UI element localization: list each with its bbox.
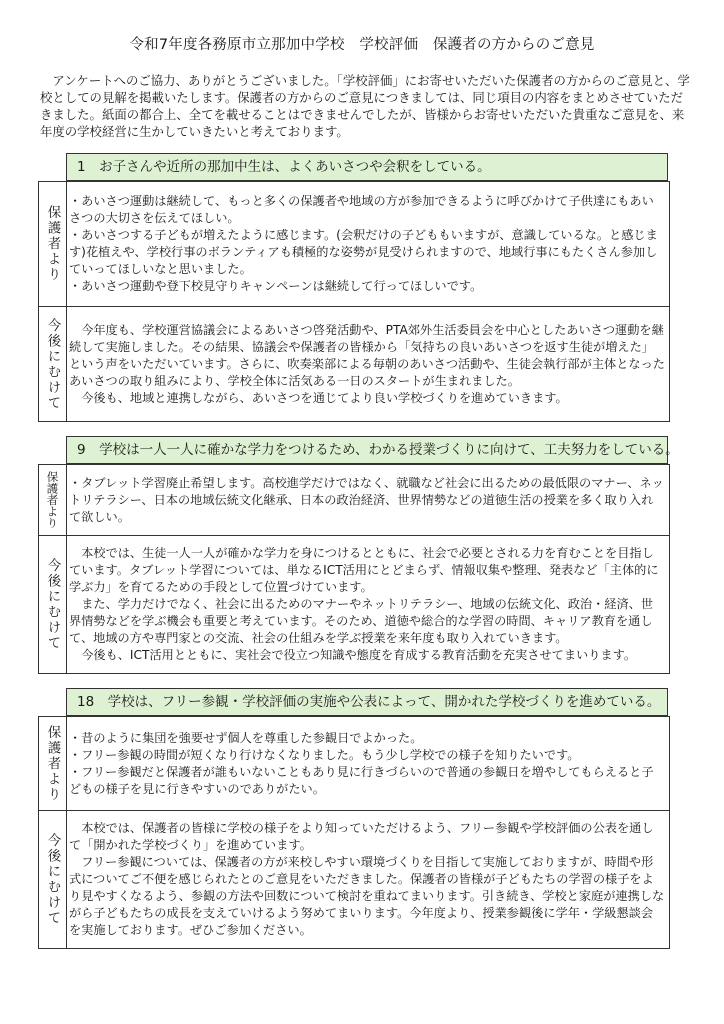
section-table <box>38 181 670 422</box>
response-paragraph: 今後も、地域と連携しながら、あいさつを通じてより良い学校づくりを進めていきます。 <box>81 390 568 405</box>
intro-paragraph: アンケートへのご協力、ありがとうございました。「学校評価」にお寄せいただいた保護者の方からのご意見と、学校としての見解を掲載いたします。保護者の方からのご意見につきましては、同じ項目の内容をまとめさせていただきました。紙面の都合上、全てを載せることはできませんでしたが、皆様からお寄せいただいた貴重なご意見を、来年度の学校経営に生かしていきたいと考えております。 <box>40 73 690 139</box>
parents-label-cell: 保護者より <box>39 465 67 535</box>
response-paragraph: 本校では、保護者の皆様に学校の様子をより知っていただけるよう、フリー参観や学校評価の公表を通して「開かれた学校づくり」を進めています。 <box>69 821 654 852</box>
response-row <box>39 535 669 673</box>
response-paragraph: 今年度も、学校運営協議会によるあいさつ啓発活動や、PTA郊外生活委員会を中心としたあいさつ運動を継続して実施しました。その結果、協議会や保護者の皆様から「気持ちの良いあいさつを返す生徒が増えた」という声をいただいています。さらに、吹奏楽部による毎朝のあいさつ活動や、生徒会執行部が主体となったあいさつの取り組みにより、学校全体に活気ある一日のスタートが生まれました。 <box>69 322 665 388</box>
parents-label-cell: 保護者より <box>39 717 67 810</box>
parents-label-cell: 保護者より <box>39 182 67 306</box>
section-table <box>38 464 670 674</box>
school-response <box>69 811 665 948</box>
comment: ・あいさつ運動は継続して、もっと多くの保護者や地域の方が参加できるように呼びかけて子供達にもあいさつの大切さを伝えてほしい。 <box>69 194 654 225</box>
comment: ・あいさつ運動や登下校見守りキャンペーンは継続して行ってほしいです。 <box>69 279 483 293</box>
section-heading: 18 学校は、フリー参観・学校評価の実施や公表によって、開かれた学校づくりを進めている。 <box>66 688 668 716</box>
parents-comments <box>69 717 665 810</box>
comment: ・あいさつする子どもが増えたように感じます。(会釈だけの子どももいますが、意識しているな。と感じます)花植えや、学校行事のボランティアも積極的な姿勢が見受けられますので、地域行事にもたくさん参加していってほしいなと思いました。 <box>69 228 658 276</box>
response-paragraph: また、学力だけでなく、社会に出るためのマナーやネットリテラシー、地域の伝統文化、政治・経済、世界情勢などを学ぶ機会も重要と考えています。そのため、道徳や総合的な学習の時間、キャリア教育を通して、地域の方や専門家との交流、社会の仕組みを学ぶ授業を来年度も取り入れていきます。 <box>69 597 654 645</box>
comment: ・フリー参観の時間が短くなり行けなくなりました。もう少し学校での様子を知りたいです。 <box>69 747 580 762</box>
parents-comments <box>69 465 665 535</box>
section-item-1 <box>38 153 670 422</box>
comment: ・タブレット学習廃止希望します。高校進学だけではなく、就職など社会に出るための最低限のマナー、ネットリテラシー、日本の地域伝統文化継承、日本の政治経済、世界情勢などの道徳生活の授業を多く取り入れて欲しい。 <box>69 475 664 524</box>
comment: ・昔のように集団を強要せず個人を尊重した参観日でよかった。 <box>69 730 423 745</box>
comment: ・フリー参観だと保護者が誰もいないこともあり見に行きづらいので普通の参観日を増やしてもらえると子どもの様子を見に行きやすいのでありがたい。 <box>69 764 654 796</box>
response-paragraph: 本校では、生徒一人一人が確かな学力を身につけるとともに、社会で必要とされる力を育むことを目指しています。タブレット学習については、単なるICT活用にとどまらず、情報収集や整理、発表など「主体的に学ぶ力」を育てるための手段として位置づけています。 <box>69 546 659 594</box>
parents-row <box>39 465 669 535</box>
school-response <box>69 536 665 673</box>
response-label-cell: 今後にむけて <box>39 536 67 673</box>
response-paragraph: 今後も、ICT活用とともに、実社会で役立つ知識や態度を育成する教育活動を充実させてまいります。 <box>81 648 637 662</box>
school-response <box>69 307 665 421</box>
parents-row <box>39 717 669 810</box>
response-label-cell: 今後にむけて <box>39 811 67 948</box>
response-label-cell: 今後にむけて <box>39 307 67 421</box>
section-table <box>38 716 670 949</box>
parents-row <box>39 182 669 306</box>
parents-comments <box>69 182 665 306</box>
page-title: 令和7年度各務原市立那加中学校 学校評価 保護者の方からのご意見 <box>129 37 595 53</box>
section-heading: 9 学校は一人一人に確かな学力をつけるため、わかる授業づくりに向けて、工夫努力をしている。 <box>66 436 668 464</box>
response-paragraph: フリー参観については、保護者の方が来校しやすい環境づくりを目指して実施しておりますが、時間や形式についてご不便を感じられたとのご意見をいただきました。保護者の皆様が子どもたちの学習の様子をより見やすくなるよう、参観の方法や回数について検討を重ねてまいります。引き続き、学校と家庭が連携しながら子どもたちの成長を支えていけるよう努めてまいります。今年度より、授業参観後に学年・学級懇談会を実施しております。ぜひご参加ください。 <box>69 855 665 937</box>
section-item-9 <box>38 436 679 674</box>
response-row <box>39 810 669 948</box>
response-row <box>39 306 669 421</box>
section-item-18 <box>38 688 670 949</box>
section-heading: 1 お子さんや近所の那加中生は、よくあいさつや会釈をしている。 <box>66 153 668 181</box>
